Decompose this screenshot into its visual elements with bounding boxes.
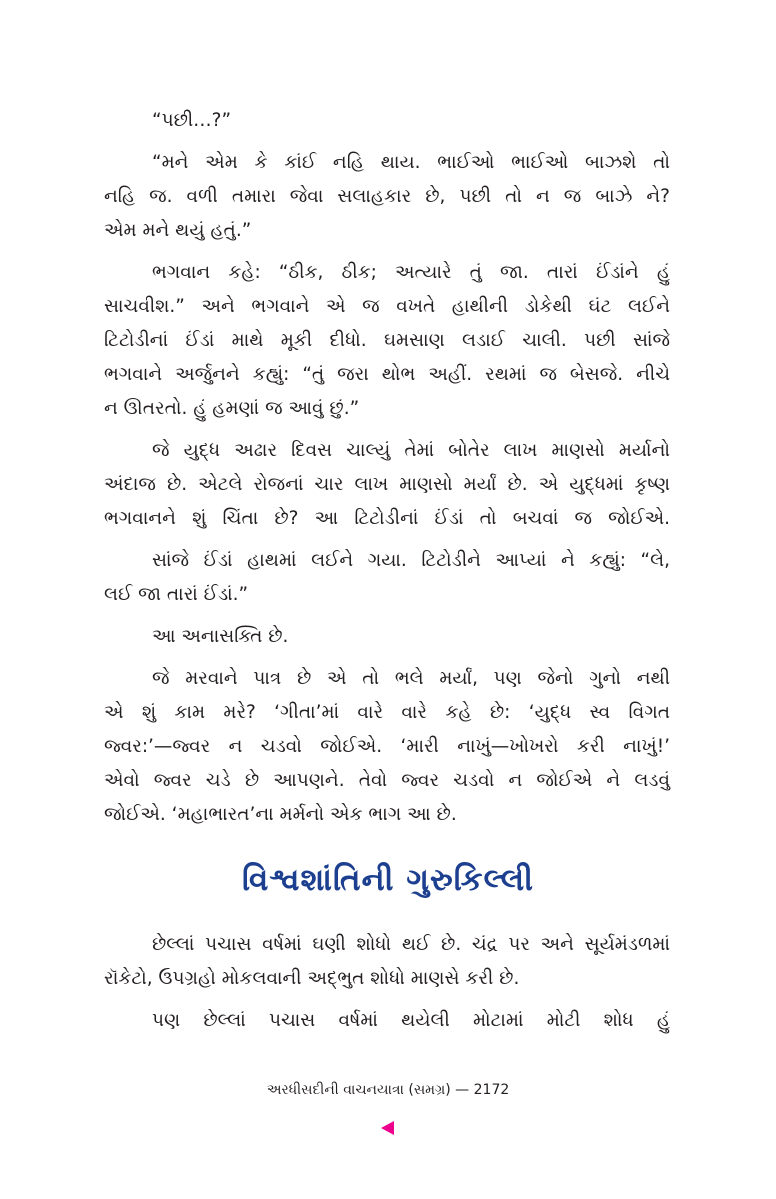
text-line: રૉકેટો, ઉપગ્રહો મોકલવાની અદ્ભુત શોધો માણસે કરી છે. <box>104 968 520 989</box>
text-line: સાચવીશ.” અને ભગવાને એ જ વખતે હાથીની ડોકેથી ઘંટ લઈને <box>104 296 670 317</box>
paragraph <box>104 662 670 832</box>
triangle-left-icon[interactable] <box>381 1121 394 1135</box>
paragraph <box>104 1004 670 1038</box>
text-line: ન ઊતરતો. હું હમણાં જ આવું છું.” <box>104 398 360 419</box>
page-footer: અરધીસદીની વાચનયાત્રા (સમગ્ર) — 2172 <box>266 1082 510 1098</box>
section-text <box>104 928 670 1046</box>
text-line: ટિટોડીનાં ઈંડાં માથે મૂકી દીધો. ઘમસાણ લડાઈ ચાલી. પછી સાંજે <box>104 330 670 351</box>
text-line: સાંજે ઈંડાં હાથમાં લઈને ગયા. ટિટોડીને આપ્યાં ને કહ્યું: “લે, <box>152 550 670 571</box>
text-line: અંદાજ છે. એટલે રોજનાં ચાર લાખ માણસો મર્યાં છે. એ યુદ્ધમાં કૃષ્ણ <box>104 474 670 495</box>
text-line: “પછી…?” <box>152 110 232 131</box>
paragraph <box>104 104 670 138</box>
paragraph <box>104 256 670 426</box>
text-line: “મને એમ કે કાંઈ નહિ થાય. ભાઈઓ ભાઈઓ બાઝશે તો <box>152 152 670 173</box>
text-line: નહિ જ. વળી તમારા જેવા સલાહકાર છે, પછી તો ન જ બાઝે ને? <box>104 186 670 207</box>
text-line: ભગવાનને શું ચિંતા છે? આ ટિટોડીનાં ઈંડાં તો બચવાં જ જોઈએ. <box>104 508 670 529</box>
text-line: જે યુદ્ધ અઢાર દિવસ ચાલ્યું તેમાં બોતેર લાખ માણસો મર્યાનો <box>152 440 670 461</box>
text-line: ભગવાને અર્જુનને કહ્યું: “તું જરા થોભ અહીં. રથમાં જ બેસજે. નીચે <box>104 364 670 385</box>
text-line: જ્વર:’—જ્વર ન ચડવો જોઈએ. ‘મારી નાખું—ખોખરો કરી નાખું!’ <box>104 736 670 757</box>
text-line: જોઈએ. ‘મહાભારત’ના મર્મનો એક ભાગ આ છે. <box>104 804 457 825</box>
body-text <box>104 104 670 840</box>
paragraph <box>104 620 670 654</box>
paragraph <box>104 544 670 612</box>
paragraph <box>104 434 670 536</box>
text-line: લઈ જા તારાં ઈંડાં.” <box>104 584 249 605</box>
text-line: એવો જ્વર ચડે છે આપણને. તેવો જ્વર ચડવો ન જોઈએ ને લડવું <box>104 770 670 791</box>
text-line: આ અનાસક્તિ છે. <box>152 626 289 647</box>
paragraph <box>104 146 670 248</box>
text-line: છેલ્લાં પચાસ વર્ષમાં ઘણી શોધો થઈ છે. ચંદ્ર પર અને સૂર્યમંડળમાં <box>152 934 670 955</box>
text-line: એ શું કામ મરે? ‘ગીતા’માં વારે વારે કહે છે: ‘યુદ્ધ સ્વ વિગત <box>104 702 670 723</box>
text-line: ભગવાન કહે: “ઠીક, ઠીક; અત્યારે તું જા. તારાં ઈંડાંને હું <box>152 262 670 283</box>
text-line: જે મરવાને પાત્ર છે એ તો ભલે મર્યાં, પણ જેનો ગુનો નથી <box>152 668 670 689</box>
text-line: એમ મને થયું હતું.” <box>104 220 252 241</box>
paragraph <box>104 928 670 996</box>
text-line: પણ છેલ્લાં પચાસ વર્ષમાં થયેલી મોટામાં મોટી શોધ હું <box>152 1010 670 1031</box>
section-title: વિશ્વશાંતિની ગુરુકિલ્લી <box>241 862 535 898</box>
